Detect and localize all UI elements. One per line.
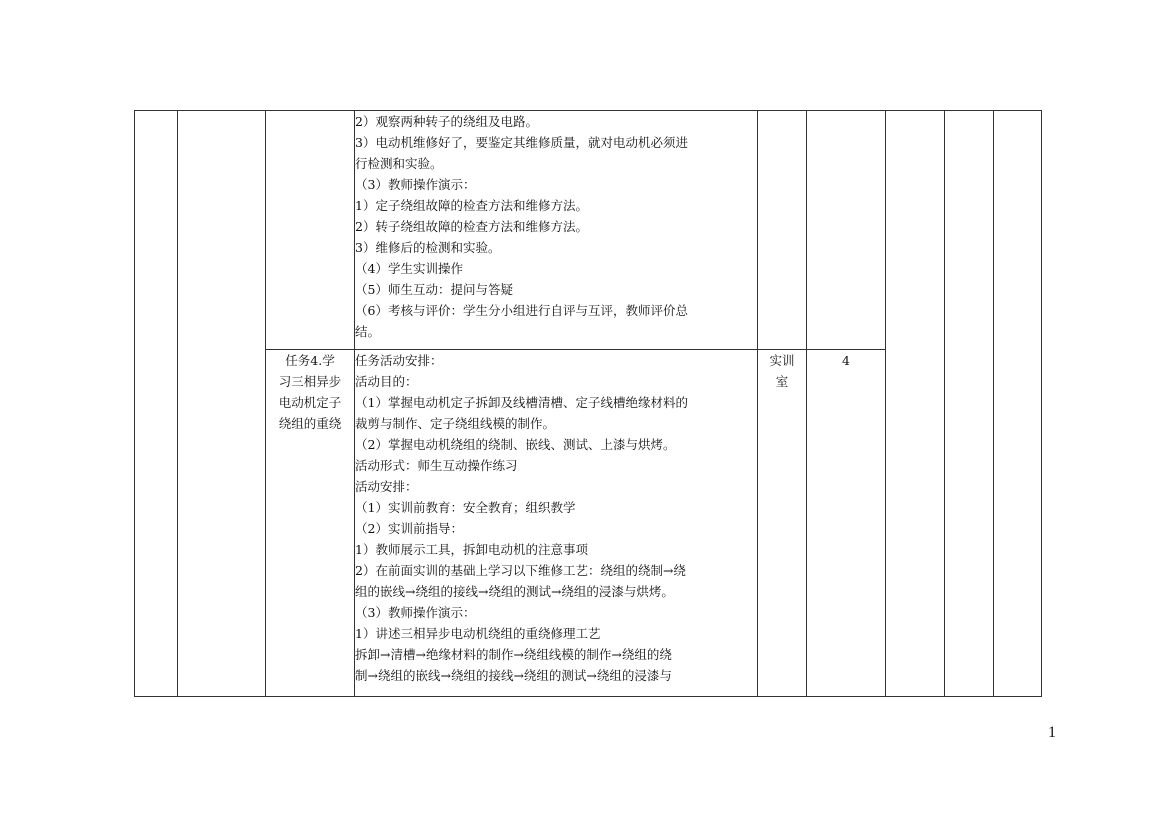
content-line: 活动目的：	[355, 374, 418, 389]
venue-cell	[758, 350, 807, 697]
activity-content-cell	[355, 111, 758, 350]
content-line: 3）维修后的检测和实验。	[355, 240, 501, 255]
content-line: 2）转子绕组故障的检查方法和维修方法。	[355, 219, 588, 234]
content-line: 3）电动机维修好了，要鉴定其维修质量，就对电动机必须进	[355, 135, 688, 150]
content-line: 1）教师展示工具，拆卸电动机的注意事项	[355, 542, 588, 557]
hours-cell: 4	[807, 350, 886, 697]
table-cell-empty	[945, 111, 994, 697]
task-name-line: 任务4.学	[285, 353, 335, 368]
table-cell-empty	[135, 111, 178, 697]
content-line: 任务活动安排：	[355, 353, 443, 368]
content-line: 拆卸→清槽→绝缘材料的制作→绕组线模的制作→绕组的绕	[355, 647, 672, 662]
content-line: 1）定子绕组故障的检查方法和维修方法。	[355, 198, 588, 213]
content-line: 裁剪与制作、定子绕组线模的制作。	[355, 416, 556, 431]
content-line: （5）师生互动：提问与答疑	[355, 282, 513, 297]
task-name-line: 绕组的重绕	[278, 416, 342, 431]
content-line: 行检测和实验。	[355, 156, 443, 171]
table-cell-empty	[266, 111, 355, 350]
table-row	[135, 111, 1042, 350]
content-line: 制→绕组的嵌线→绕组的接线→绕组的测试→绕组的浸漆与	[355, 668, 672, 683]
table-cell-empty	[807, 111, 886, 350]
content-line: 2）观察两种转子的绕组及电路。	[355, 114, 538, 129]
content-line: （6）考核与评价：学生分小组进行自评与互评，教师评价总	[355, 303, 688, 318]
content-line: 结。	[355, 324, 381, 339]
content-line: （2）掌握电动机绕组的绕制、嵌线、测试、上漆与烘烤。	[355, 437, 676, 452]
content-line: （2）实训前指导：	[355, 521, 463, 536]
content-line: （4）学生实训操作	[355, 261, 463, 276]
venue-line: 实训	[769, 353, 795, 368]
page-number: 1	[1048, 724, 1056, 741]
task-name-line: 电动机定子	[278, 395, 342, 410]
content-line: 1）讲述三相异步电动机绕组的重绕修理工艺	[355, 626, 601, 641]
content-line: 活动安排：	[355, 479, 418, 494]
teaching-plan-table	[134, 110, 1042, 697]
table-cell-empty	[178, 111, 266, 697]
venue-line: 室	[775, 374, 789, 389]
content-line: （1）实训前教育：安全教育；组织教学	[355, 500, 576, 515]
content-line: 2）在前面实训的基础上学习以下维修工艺：绕组的绕制→绕	[355, 563, 686, 578]
activity-content-cell	[355, 350, 758, 697]
content-line: （3）教师操作演示：	[355, 177, 476, 192]
table-cell-empty	[886, 111, 945, 697]
table-cell-empty	[758, 111, 807, 350]
table-cell-empty	[994, 111, 1042, 697]
task-name-cell	[266, 350, 355, 697]
content-line: （3）教师操作演示：	[355, 605, 476, 620]
content-line: 组的嵌线→绕组的接线→绕组的测试→绕组的浸漆与烘烤。	[355, 584, 674, 599]
content-line: 活动形式：师生互动操作练习	[355, 458, 518, 473]
content-line: （1）掌握电动机定子拆卸及线槽清槽、定子线槽绝缘材料的	[355, 395, 688, 410]
task-name-line: 习三相异步	[278, 374, 342, 389]
